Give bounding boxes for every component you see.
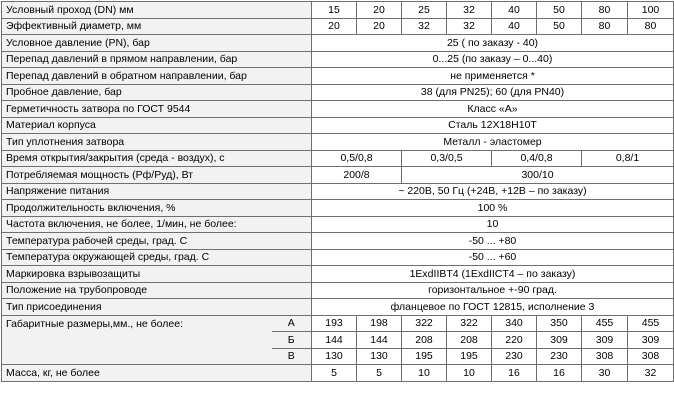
eff-value: 32 xyxy=(402,18,447,35)
power-value: 300/10 xyxy=(402,167,674,184)
dn-value: 15 xyxy=(312,2,357,19)
specs-table xyxy=(1,1,674,382)
row-duty xyxy=(2,200,674,217)
pn-label: Условное давление (PN), бар xyxy=(2,35,312,52)
duty-value: 100 % xyxy=(312,200,674,217)
row-ambient-temp xyxy=(2,249,674,266)
position-value: горизонтальное +-90 град. xyxy=(312,282,674,299)
duty-label: Продолжительность включения, % xyxy=(2,200,312,217)
seal-type-value: Металл - эластомер xyxy=(312,134,674,151)
eff-value: 20 xyxy=(312,18,357,35)
dims-value: 130 xyxy=(312,348,357,365)
row-dp-forward xyxy=(2,51,674,68)
dims-value: 130 xyxy=(357,348,402,365)
dims-value: 340 xyxy=(492,315,537,332)
eff-value: 80 xyxy=(628,18,674,35)
dims-value: 195 xyxy=(402,348,447,365)
time-value: 0,3/0,5 xyxy=(402,150,492,167)
dn-value: 50 xyxy=(537,2,582,19)
row-frequency xyxy=(2,216,674,233)
voltage-value: ~ 220В, 50 Гц (+24В, +12В – по заказу) xyxy=(312,183,674,200)
row-position xyxy=(2,282,674,299)
voltage-label: Напряжение питания xyxy=(2,183,312,200)
row-medium-temp xyxy=(2,233,674,250)
dims-value: 220 xyxy=(492,332,537,349)
dims-key: Б xyxy=(272,332,312,349)
row-connection xyxy=(2,299,674,316)
mass-value: 16 xyxy=(537,365,582,382)
row-dn xyxy=(2,2,674,19)
medium-temp-value: -50 ... +80 xyxy=(312,233,674,250)
dims-value: 208 xyxy=(447,332,492,349)
dp-reverse-label: Перепад давлений в обратном направлении, бар xyxy=(2,68,312,85)
dn-value: 40 xyxy=(492,2,537,19)
tightness-label: Герметичность затвора по ГОСТ 9544 xyxy=(2,101,312,118)
ambient-temp-label: Температура окружающей среды, град. С xyxy=(2,249,312,266)
dims-value: 230 xyxy=(492,348,537,365)
mass-value: 5 xyxy=(357,365,402,382)
dims-value: 193 xyxy=(312,315,357,332)
ex-marking-value: 1ExdIIBT4 (1ExdIICT4 – по заказу) xyxy=(312,266,674,283)
dims-value: 230 xyxy=(537,348,582,365)
row-dims-a xyxy=(2,315,674,332)
mass-value: 16 xyxy=(492,365,537,382)
row-pn xyxy=(2,35,674,52)
row-tightness xyxy=(2,101,674,118)
dims-value: 144 xyxy=(312,332,357,349)
seal-type-label: Тип уплотнения затвора xyxy=(2,134,312,151)
time-label: Время открытия/закрытия (среда - воздух), с xyxy=(2,150,312,167)
row-dp-reverse xyxy=(2,68,674,85)
eff-value: 40 xyxy=(492,18,537,35)
row-ex-marking xyxy=(2,266,674,283)
power-label: Потребляемая мощность (Рф/Руд), Вт xyxy=(2,167,312,184)
row-power xyxy=(2,167,674,184)
dims-value: 308 xyxy=(628,348,674,365)
body-material-value: Сталь 12Х18Н10Т xyxy=(312,117,674,134)
dn-value: 25 xyxy=(402,2,447,19)
pn-value: 25 ( по заказу - 40) xyxy=(312,35,674,52)
dims-label: Габаритные размеры,мм., не более: xyxy=(2,315,272,365)
dp-reverse-value: не применяется * xyxy=(312,68,674,85)
dn-value: 20 xyxy=(357,2,402,19)
dims-value: 195 xyxy=(447,348,492,365)
connection-label: Тип присоединения xyxy=(2,299,312,316)
dims-value: 208 xyxy=(402,332,447,349)
dims-value: 308 xyxy=(582,348,628,365)
row-mass xyxy=(2,365,674,382)
mass-value: 30 xyxy=(582,365,628,382)
dp-forward-label: Перепад давлений в прямом направлении, бар xyxy=(2,51,312,68)
dims-key: В xyxy=(272,348,312,365)
dims-value: 350 xyxy=(537,315,582,332)
frequency-value: 10 xyxy=(312,216,674,233)
dims-value: 144 xyxy=(357,332,402,349)
dims-value: 309 xyxy=(628,332,674,349)
mass-value: 10 xyxy=(402,365,447,382)
time-value: 0,8/1 xyxy=(582,150,674,167)
row-voltage xyxy=(2,183,674,200)
eff-value: 50 xyxy=(537,18,582,35)
dn-value: 80 xyxy=(582,2,628,19)
connection-value: фланцевое по ГОСТ 12815, исполнение 3 xyxy=(312,299,674,316)
row-open-close-time xyxy=(2,150,674,167)
dn-value: 100 xyxy=(628,2,674,19)
dims-value: 455 xyxy=(628,315,674,332)
position-label: Положение на трубопроводе xyxy=(2,282,312,299)
row-seal-type xyxy=(2,134,674,151)
eff-value: 32 xyxy=(447,18,492,35)
dn-value: 32 xyxy=(447,2,492,19)
dims-value: 455 xyxy=(582,315,628,332)
mass-value: 5 xyxy=(312,365,357,382)
medium-temp-label: Температура рабочей среды, град. С xyxy=(2,233,312,250)
test-pressure-value: 38 (для PN25); 60 (для PN40) xyxy=(312,84,674,101)
dims-key: А xyxy=(272,315,312,332)
mass-value: 32 xyxy=(628,365,674,382)
eff-value: 20 xyxy=(357,18,402,35)
dims-value: 322 xyxy=(447,315,492,332)
test-pressure-label: Пробное давление, бар xyxy=(2,84,312,101)
dims-value: 309 xyxy=(582,332,628,349)
time-value: 0,5/0,8 xyxy=(312,150,402,167)
ambient-temp-value: -50 ... +60 xyxy=(312,249,674,266)
dp-forward-value: 0...25 (по заказу – 0...40) xyxy=(312,51,674,68)
mass-value: 10 xyxy=(447,365,492,382)
dims-value: 198 xyxy=(357,315,402,332)
mass-label: Масса, кг, не более xyxy=(2,365,312,382)
row-test-pressure xyxy=(2,84,674,101)
eff-label: Эффективный диаметр, мм xyxy=(2,18,312,35)
row-body-material xyxy=(2,117,674,134)
dims-value: 309 xyxy=(537,332,582,349)
row-eff-diameter xyxy=(2,18,674,35)
time-value: 0,4/0,8 xyxy=(492,150,582,167)
eff-value: 80 xyxy=(582,18,628,35)
dims-value: 322 xyxy=(402,315,447,332)
power-value: 200/8 xyxy=(312,167,402,184)
body-material-label: Материал корпуса xyxy=(2,117,312,134)
dn-label: Условный проход (DN) мм xyxy=(2,2,312,19)
ex-marking-label: Маркировка взрывозащиты xyxy=(2,266,312,283)
tightness-value: Класс «А» xyxy=(312,101,674,118)
frequency-label: Частота включения, не более, 1/мин, не более: xyxy=(2,216,312,233)
